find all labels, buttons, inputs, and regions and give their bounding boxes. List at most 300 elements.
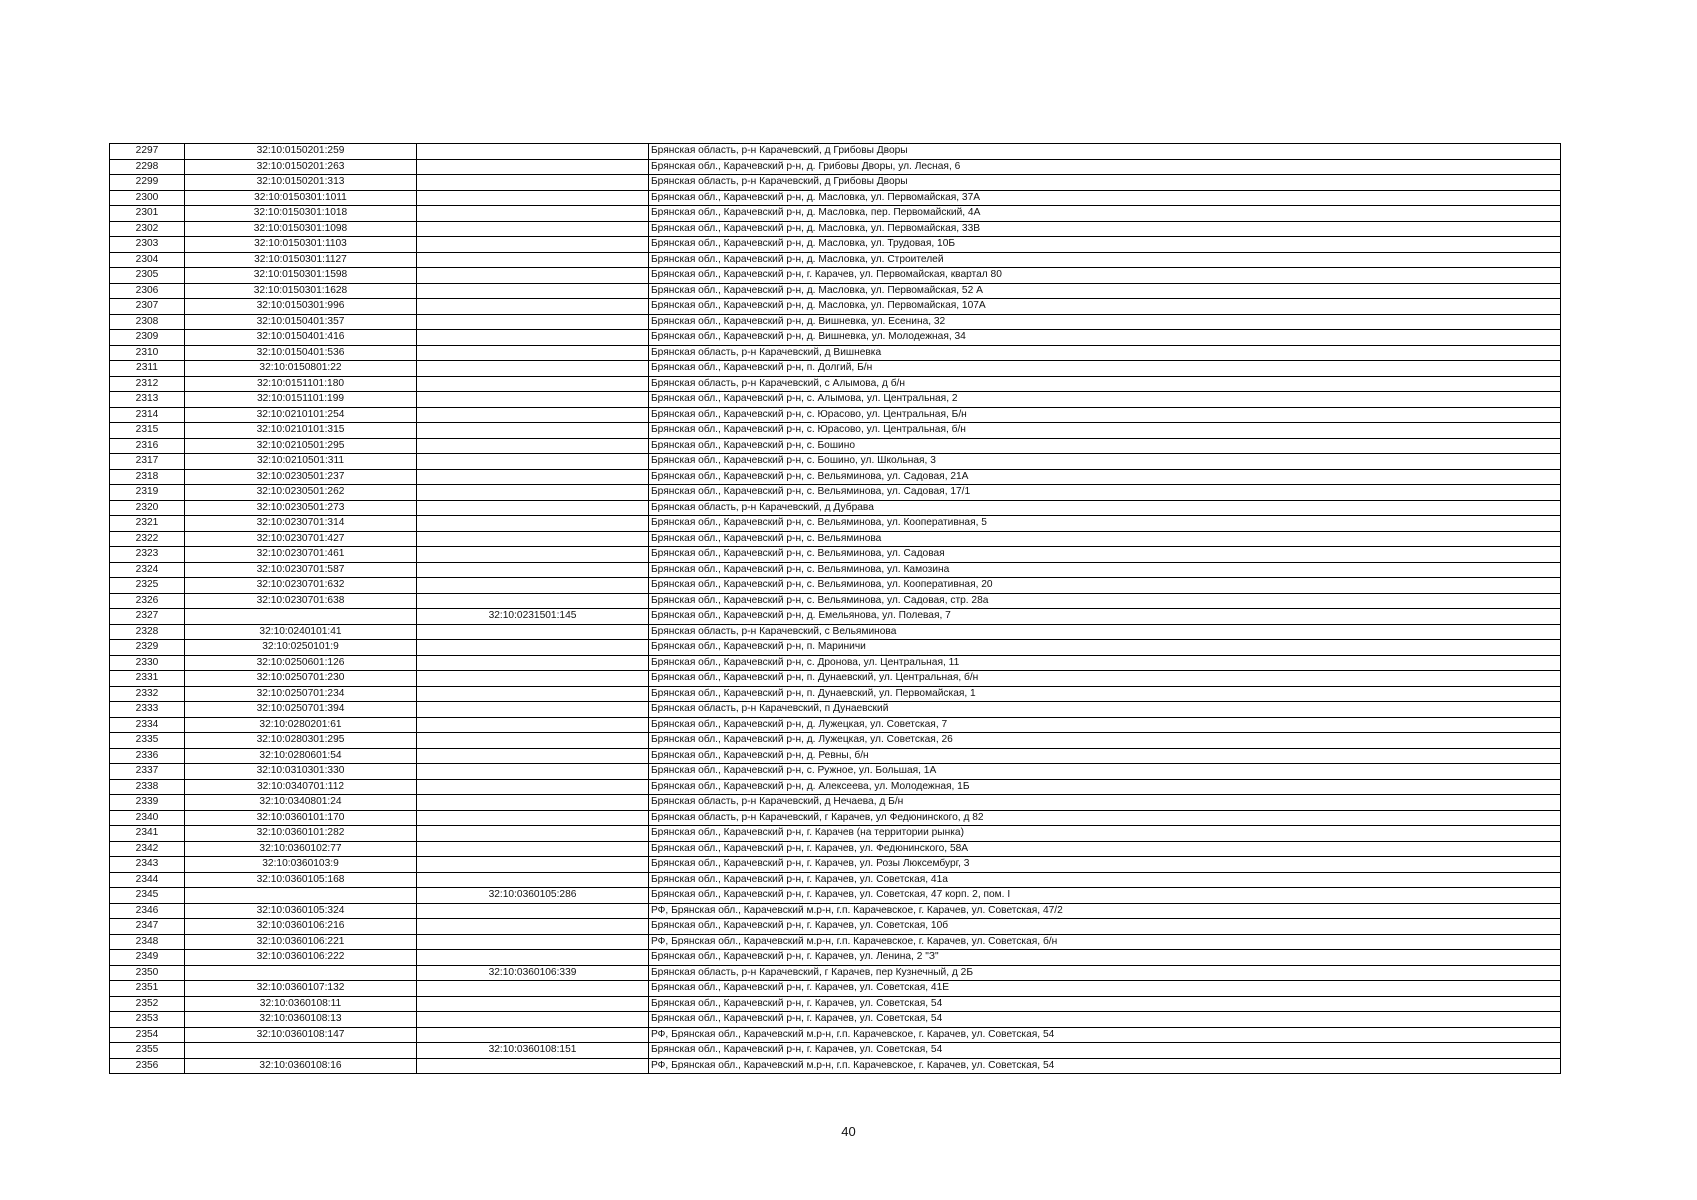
cadastral-number-alt-cell — [417, 500, 649, 516]
cadastral-table-body — [110, 144, 1561, 1074]
address-cell: Брянская обл., Карачевский р-н, д. Алексеева, ул. Молодежная, 1Б — [649, 779, 1561, 795]
cadastral-table — [109, 143, 1561, 1074]
cadastral-number-cell: 32:10:0250601:126 — [185, 655, 417, 671]
address-cell: Брянская обл., Карачевский р-н, п. Дунаевский, ул. Первомайская, 1 — [649, 686, 1561, 702]
table-row — [110, 965, 1561, 981]
table-row — [110, 252, 1561, 268]
cadastral-number-cell: 32:10:0230701:638 — [185, 593, 417, 609]
cadastral-number-cell: 32:10:0230701:427 — [185, 531, 417, 547]
address-cell: Брянская область, р-н Карачевский, с Вельяминова — [649, 624, 1561, 640]
address-cell: Брянская обл., Карачевский р-н, г. Карачев, ул. Советская, 54 — [649, 1043, 1561, 1059]
row-number-cell: 2335 — [110, 733, 185, 749]
address-cell: Брянская область, р-н Карачевский, с Алымова, д б/н — [649, 376, 1561, 392]
cadastral-number-cell: 32:10:0340701:112 — [185, 779, 417, 795]
cadastral-number-cell: 32:10:0230701:461 — [185, 547, 417, 563]
table-row — [110, 1058, 1561, 1074]
table-row — [110, 268, 1561, 284]
address-cell: Брянская обл., Карачевский р-н, д. Масловка, ул. Трудовая, 10Б — [649, 237, 1561, 253]
cadastral-number-alt-cell — [417, 624, 649, 640]
table-row — [110, 485, 1561, 501]
cadastral-number-cell: 32:10:0280201:61 — [185, 717, 417, 733]
row-number-cell: 2332 — [110, 686, 185, 702]
row-number-cell: 2341 — [110, 826, 185, 842]
cadastral-number-alt-cell — [417, 376, 649, 392]
address-cell: Брянская обл., Карачевский р-н, д. Масловка, ул. Первомайская, 52 А — [649, 283, 1561, 299]
cadastral-number-alt-cell — [417, 190, 649, 206]
row-number-cell: 2330 — [110, 655, 185, 671]
cadastral-number-cell: 32:10:0150401:357 — [185, 314, 417, 330]
row-number-cell: 2315 — [110, 423, 185, 439]
cadastral-number-cell: 32:10:0250101:9 — [185, 640, 417, 656]
cadastral-number-alt-cell — [417, 159, 649, 175]
address-cell: Брянская область, р-н Карачевский, д Нечаева, д Б/н — [649, 795, 1561, 811]
address-cell: Брянская обл., Карачевский р-н, г. Карачев, ул. Ленина, 2 "З" — [649, 950, 1561, 966]
address-cell: Брянская область, р-н Карачевский, г Карачев, ул Федюнинского, д 82 — [649, 810, 1561, 826]
cadastral-number-alt-cell — [417, 826, 649, 842]
address-cell: Брянская обл., Карачевский р-н, д. Масловка, ул. Первомайская, 107А — [649, 299, 1561, 315]
cadastral-number-alt-cell — [417, 748, 649, 764]
row-number-cell: 2297 — [110, 144, 185, 160]
cadastral-number-alt-cell — [417, 686, 649, 702]
cadastral-number-cell: 32:10:0230701:587 — [185, 562, 417, 578]
table-row — [110, 330, 1561, 346]
row-number-cell: 2353 — [110, 1012, 185, 1028]
row-number-cell: 2340 — [110, 810, 185, 826]
row-number-cell: 2325 — [110, 578, 185, 594]
table-row — [110, 624, 1561, 640]
cadastral-number-cell: 32:10:0360103:9 — [185, 857, 417, 873]
cadastral-number-alt-cell — [417, 175, 649, 191]
cadastral-number-alt-cell — [417, 903, 649, 919]
cadastral-number-cell: 32:10:0230501:273 — [185, 500, 417, 516]
row-number-cell: 2329 — [110, 640, 185, 656]
cadastral-number-cell: 32:10:0360106:222 — [185, 950, 417, 966]
address-cell: Брянская обл., Карачевский р-н, с. Юрасово, ул. Центральная, б/н — [649, 423, 1561, 439]
row-number-cell: 2333 — [110, 702, 185, 718]
address-cell: Брянская область, р-н Карачевский, д Вишневка — [649, 345, 1561, 361]
cadastral-number-cell: 32:10:0360101:282 — [185, 826, 417, 842]
address-cell: Брянская обл., Карачевский р-н, с. Вельяминова, ул. Садовая — [649, 547, 1561, 563]
cadastral-number-cell: 32:10:0230701:632 — [185, 578, 417, 594]
table-row — [110, 221, 1561, 237]
cadastral-number-cell — [185, 1043, 417, 1059]
cadastral-number-cell: 32:10:0210101:315 — [185, 423, 417, 439]
cadastral-number-alt-cell: 32:10:0360105:286 — [417, 888, 649, 904]
row-number-cell: 2305 — [110, 268, 185, 284]
cadastral-number-cell: 32:10:0360107:132 — [185, 981, 417, 997]
cadastral-number-alt-cell — [417, 314, 649, 330]
address-cell: Брянская область, р-н Карачевский, г Карачев, пер Кузнечный, д 2Б — [649, 965, 1561, 981]
address-cell: Брянская обл., Карачевский р-н, д. Лужецкая, ул. Советская, 7 — [649, 717, 1561, 733]
address-cell: Брянская обл., Карачевский р-н, д. Масловка, ул. Первомайская, 37А — [649, 190, 1561, 206]
cadastral-number-cell: 32:10:0210101:254 — [185, 407, 417, 423]
table-row — [110, 438, 1561, 454]
table-row — [110, 934, 1561, 950]
cadastral-number-cell: 32:10:0360106:216 — [185, 919, 417, 935]
row-number-cell: 2321 — [110, 516, 185, 532]
cadastral-number-alt-cell — [417, 283, 649, 299]
address-cell: Брянская обл., Карачевский р-н, с. Алымова, ул. Центральная, 2 — [649, 392, 1561, 408]
cadastral-number-cell: 32:10:0360108:11 — [185, 996, 417, 1012]
cadastral-number-alt-cell: 32:10:0360106:339 — [417, 965, 649, 981]
address-cell: Брянская обл., Карачевский р-н, с. Вельяминова, ул. Садовая, 17/1 — [649, 485, 1561, 501]
cadastral-number-alt-cell — [417, 934, 649, 950]
address-cell: Брянская обл., Карачевский р-н, с. Вельяминова, ул. Садовая, 21А — [649, 469, 1561, 485]
table-row — [110, 950, 1561, 966]
table-row — [110, 562, 1561, 578]
row-number-cell: 2319 — [110, 485, 185, 501]
cadastral-number-alt-cell — [417, 361, 649, 377]
cadastral-number-cell: 32:10:0210501:295 — [185, 438, 417, 454]
cadastral-number-alt-cell — [417, 950, 649, 966]
table-row — [110, 795, 1561, 811]
table-row — [110, 857, 1561, 873]
table-row — [110, 392, 1561, 408]
table-row — [110, 407, 1561, 423]
table-row — [110, 609, 1561, 625]
address-cell: РФ, Брянская обл., Карачевский м.р-н, г.п. Карачевское, г. Карачев, ул. Советская, б/н — [649, 934, 1561, 950]
table-row — [110, 764, 1561, 780]
cadastral-number-cell: 32:10:0150301:1598 — [185, 268, 417, 284]
cadastral-number-alt-cell — [417, 562, 649, 578]
cadastral-number-alt-cell — [417, 469, 649, 485]
cadastral-number-alt-cell: 32:10:0360108:151 — [417, 1043, 649, 1059]
cadastral-number-alt-cell — [417, 996, 649, 1012]
cadastral-number-alt-cell — [417, 454, 649, 470]
row-number-cell: 2323 — [110, 547, 185, 563]
address-cell: Брянская обл., Карачевский р-н, д. Масловка, ул. Строителей — [649, 252, 1561, 268]
row-number-cell: 2300 — [110, 190, 185, 206]
row-number-cell: 2351 — [110, 981, 185, 997]
table-row — [110, 345, 1561, 361]
address-cell: Брянская обл., Карачевский р-н, п. Мариничи — [649, 640, 1561, 656]
row-number-cell: 2337 — [110, 764, 185, 780]
cadastral-number-cell: 32:10:0210501:311 — [185, 454, 417, 470]
table-row — [110, 376, 1561, 392]
table-row — [110, 361, 1561, 377]
table-row — [110, 655, 1561, 671]
row-number-cell: 2303 — [110, 237, 185, 253]
table-row — [110, 283, 1561, 299]
address-cell: Брянская обл., Карачевский р-н, г. Карачев, ул. Розы Люксембург, 3 — [649, 857, 1561, 873]
cadastral-number-alt-cell — [417, 252, 649, 268]
cadastral-number-alt-cell: 32:10:0231501:145 — [417, 609, 649, 625]
cadastral-number-cell: 32:10:0151101:180 — [185, 376, 417, 392]
cadastral-number-alt-cell — [417, 671, 649, 687]
cadastral-number-alt-cell — [417, 764, 649, 780]
address-cell: Брянская обл., Карачевский р-н, с. Вельяминова, ул. Камозина — [649, 562, 1561, 578]
address-cell: Брянская обл., Карачевский р-н, с. Вельяминова — [649, 531, 1561, 547]
address-cell: Брянская обл., Карачевский р-н, д. Грибовы Дворы, ул. Лесная, 6 — [649, 159, 1561, 175]
cadastral-number-alt-cell — [417, 578, 649, 594]
row-number-cell: 2343 — [110, 857, 185, 873]
cadastral-number-alt-cell — [417, 345, 649, 361]
row-number-cell: 2318 — [110, 469, 185, 485]
cadastral-number-alt-cell — [417, 330, 649, 346]
cadastral-number-cell: 32:10:0150301:1098 — [185, 221, 417, 237]
row-number-cell: 2339 — [110, 795, 185, 811]
table-row — [110, 872, 1561, 888]
cadastral-number-alt-cell — [417, 810, 649, 826]
row-number-cell: 2311 — [110, 361, 185, 377]
row-number-cell: 2354 — [110, 1027, 185, 1043]
cadastral-number-alt-cell — [417, 299, 649, 315]
address-cell: Брянская обл., Карачевский р-н, д. Лужецкая, ул. Советская, 26 — [649, 733, 1561, 749]
table-row — [110, 733, 1561, 749]
cadastral-number-alt-cell — [417, 702, 649, 718]
cadastral-number-cell: 32:10:0150201:263 — [185, 159, 417, 175]
table-row — [110, 1043, 1561, 1059]
table-row — [110, 454, 1561, 470]
address-cell: Брянская обл., Карачевский р-н, г. Карачев, ул. Федюнинского, 58А — [649, 841, 1561, 857]
row-number-cell: 2355 — [110, 1043, 185, 1059]
cadastral-number-alt-cell — [417, 423, 649, 439]
address-cell: Брянская обл., Карачевский р-н, д. Емельянова, ул. Полевая, 7 — [649, 609, 1561, 625]
row-number-cell: 2317 — [110, 454, 185, 470]
row-number-cell: 2338 — [110, 779, 185, 795]
cadastral-number-cell: 32:10:0360106:221 — [185, 934, 417, 950]
row-number-cell: 2347 — [110, 919, 185, 935]
row-number-cell: 2356 — [110, 1058, 185, 1074]
cadastral-number-alt-cell — [417, 717, 649, 733]
address-cell: Брянская обл., Карачевский р-н, г. Карачев, ул. Советская, 41а — [649, 872, 1561, 888]
address-cell: Брянская обл., Карачевский р-н, п. Дунаевский, ул. Центральная, б/н — [649, 671, 1561, 687]
address-cell: Брянская обл., Карачевский р-н, д. Ревны, б/н — [649, 748, 1561, 764]
table-row — [110, 500, 1561, 516]
cadastral-number-alt-cell — [417, 144, 649, 160]
address-cell: Брянская обл., Карачевский р-н, с. Вельяминова, ул. Кооперативная, 5 — [649, 516, 1561, 532]
address-cell: Брянская область, р-н Карачевский, д Грибовы Дворы — [649, 175, 1561, 191]
table-row — [110, 810, 1561, 826]
cadastral-number-alt-cell — [417, 981, 649, 997]
cadastral-number-cell: 32:10:0240101:41 — [185, 624, 417, 640]
cadastral-number-alt-cell — [417, 841, 649, 857]
address-cell: РФ, Брянская обл., Карачевский м.р-н, г.п. Карачевское, г. Карачев, ул. Советская, 47/2 — [649, 903, 1561, 919]
row-number-cell: 2322 — [110, 531, 185, 547]
row-number-cell: 2346 — [110, 903, 185, 919]
cadastral-number-cell: 32:10:0280601:54 — [185, 748, 417, 764]
cadastral-number-cell: 32:10:0360105:324 — [185, 903, 417, 919]
cadastral-number-cell: 32:10:0150301:1628 — [185, 283, 417, 299]
row-number-cell: 2336 — [110, 748, 185, 764]
address-cell: Брянская обл., Карачевский р-н, с. Вельяминова, ул. Садовая, стр. 28а — [649, 593, 1561, 609]
cadastral-number-alt-cell — [417, 547, 649, 563]
address-cell: Брянская обл., Карачевский р-н, с. Ружное, ул. Большая, 1А — [649, 764, 1561, 780]
table-row — [110, 314, 1561, 330]
address-cell: Брянская обл., Карачевский р-н, п. Долгий, Б/н — [649, 361, 1561, 377]
row-number-cell: 2344 — [110, 872, 185, 888]
cadastral-number-alt-cell — [417, 1027, 649, 1043]
cadastral-number-alt-cell — [417, 640, 649, 656]
cadastral-number-cell: 32:10:0150301:1018 — [185, 206, 417, 222]
table-row — [110, 717, 1561, 733]
cadastral-number-alt-cell — [417, 919, 649, 935]
address-cell: Брянская обл., Карачевский р-н, д. Вишневка, ул. Есенина, 32 — [649, 314, 1561, 330]
table-row — [110, 206, 1561, 222]
page-number: 40 — [841, 1124, 856, 1139]
table-row — [110, 826, 1561, 842]
cadastral-number-cell: 32:10:0150401:536 — [185, 345, 417, 361]
address-cell: Брянская обл., Карачевский р-н, с. Бошино, ул. Школьная, 3 — [649, 454, 1561, 470]
table-row — [110, 423, 1561, 439]
row-number-cell: 2299 — [110, 175, 185, 191]
row-number-cell: 2313 — [110, 392, 185, 408]
cadastral-number-alt-cell — [417, 237, 649, 253]
row-number-cell: 2350 — [110, 965, 185, 981]
row-number-cell: 2312 — [110, 376, 185, 392]
address-cell: Брянская обл., Карачевский р-н, г. Карачев (на территории рынка) — [649, 826, 1561, 842]
row-number-cell: 2310 — [110, 345, 185, 361]
row-number-cell: 2309 — [110, 330, 185, 346]
row-number-cell: 2326 — [110, 593, 185, 609]
row-number-cell: 2308 — [110, 314, 185, 330]
table-row — [110, 779, 1561, 795]
row-number-cell: 2314 — [110, 407, 185, 423]
cadastral-number-alt-cell — [417, 516, 649, 532]
table-row — [110, 919, 1561, 935]
cadastral-number-alt-cell — [417, 779, 649, 795]
cadastral-number-cell: 32:10:0230501:237 — [185, 469, 417, 485]
address-cell: Брянская обл., Карачевский р-н, с. Вельяминова, ул. Кооперативная, 20 — [649, 578, 1561, 594]
table-row — [110, 888, 1561, 904]
table-row — [110, 702, 1561, 718]
table-row — [110, 299, 1561, 315]
cadastral-number-cell: 32:10:0150301:1011 — [185, 190, 417, 206]
table-row — [110, 159, 1561, 175]
table-row — [110, 175, 1561, 191]
address-cell: Брянская область, р-н Карачевский, д Грибовы Дворы — [649, 144, 1561, 160]
row-number-cell: 2324 — [110, 562, 185, 578]
table-row — [110, 593, 1561, 609]
row-number-cell: 2304 — [110, 252, 185, 268]
address-cell: Брянская обл., Карачевский р-н, д. Вишневка, ул. Молодежная, 34 — [649, 330, 1561, 346]
cadastral-number-alt-cell — [417, 795, 649, 811]
cadastral-number-alt-cell — [417, 593, 649, 609]
table-row — [110, 841, 1561, 857]
cadastral-number-alt-cell — [417, 1012, 649, 1028]
address-cell: Брянская обл., Карачевский р-н, с. Юрасово, ул. Центральная, Б/н — [649, 407, 1561, 423]
row-number-cell: 2307 — [110, 299, 185, 315]
cadastral-number-cell: 32:10:0250701:230 — [185, 671, 417, 687]
row-number-cell: 2320 — [110, 500, 185, 516]
cadastral-number-cell: 32:10:0230501:262 — [185, 485, 417, 501]
address-cell: Брянская обл., Карачевский р-н, г. Карачев, ул. Советская, 54 — [649, 1012, 1561, 1028]
row-number-cell: 2345 — [110, 888, 185, 904]
cadastral-number-cell: 32:10:0150301:996 — [185, 299, 417, 315]
table-row — [110, 996, 1561, 1012]
row-number-cell: 2342 — [110, 841, 185, 857]
table-row — [110, 547, 1561, 563]
cadastral-number-cell: 32:10:0150201:313 — [185, 175, 417, 191]
cadastral-number-cell: 32:10:0150401:416 — [185, 330, 417, 346]
address-cell: Брянская область, р-н Карачевский, д Дубрава — [649, 500, 1561, 516]
table-row — [110, 671, 1561, 687]
row-number-cell: 2331 — [110, 671, 185, 687]
table-row — [110, 516, 1561, 532]
address-cell: Брянская обл., Карачевский р-н, г. Карачев, ул. Советская, 10б — [649, 919, 1561, 935]
address-cell: Брянская обл., Карачевский р-н, г. Карачев, ул. Советская, 41Е — [649, 981, 1561, 997]
cadastral-number-cell: 32:10:0150301:1127 — [185, 252, 417, 268]
address-cell: Брянская обл., Карачевский р-н, д. Масловка, ул. Первомайская, 33В — [649, 221, 1561, 237]
address-cell: Брянская обл., Карачевский р-н, с. Бошино — [649, 438, 1561, 454]
cadastral-number-cell: 32:10:0250701:394 — [185, 702, 417, 718]
address-cell: Брянская область, р-н Карачевский, п Дунаевский — [649, 702, 1561, 718]
cadastral-number-alt-cell — [417, 407, 649, 423]
row-number-cell: 2349 — [110, 950, 185, 966]
cadastral-number-cell: 32:10:0250701:234 — [185, 686, 417, 702]
cadastral-number-cell: 32:10:0360101:170 — [185, 810, 417, 826]
cadastral-number-cell: 32:10:0310301:330 — [185, 764, 417, 780]
row-number-cell: 2316 — [110, 438, 185, 454]
table-row — [110, 469, 1561, 485]
cadastral-number-alt-cell — [417, 733, 649, 749]
table-row — [110, 748, 1561, 764]
cadastral-number-cell: 32:10:0360108:13 — [185, 1012, 417, 1028]
row-number-cell: 2298 — [110, 159, 185, 175]
cadastral-number-cell: 32:10:0280301:295 — [185, 733, 417, 749]
cadastral-number-cell: 32:10:0150801:22 — [185, 361, 417, 377]
row-number-cell: 2327 — [110, 609, 185, 625]
address-cell: Брянская обл., Карачевский р-н, г. Карачев, ул. Советская, 47 корп. 2, пом. I — [649, 888, 1561, 904]
address-cell: РФ, Брянская обл., Карачевский м.р-н, г.п. Карачевское, г. Карачев, ул. Советская, 54 — [649, 1058, 1561, 1074]
cadastral-number-cell: 32:10:0150201:259 — [185, 144, 417, 160]
table-row — [110, 1012, 1561, 1028]
cadastral-number-alt-cell — [417, 531, 649, 547]
cadastral-number-alt-cell — [417, 857, 649, 873]
cadastral-number-cell: 32:10:0360102:77 — [185, 841, 417, 857]
cadastral-number-cell: 32:10:0360105:168 — [185, 872, 417, 888]
cadastral-number-cell: 32:10:0360108:16 — [185, 1058, 417, 1074]
cadastral-number-cell: 32:10:0340801:24 — [185, 795, 417, 811]
table-row — [110, 640, 1561, 656]
address-cell: Брянская обл., Карачевский р-н, с. Дронова, ул. Центральная, 11 — [649, 655, 1561, 671]
address-cell: Брянская обл., Карачевский р-н, д. Масловка, пер. Первомайский, 4А — [649, 206, 1561, 222]
table-row — [110, 190, 1561, 206]
row-number-cell: 2334 — [110, 717, 185, 733]
table-row — [110, 531, 1561, 547]
address-cell: Брянская обл., Карачевский р-н, г. Карачев, ул. Первомайская, квартал 80 — [649, 268, 1561, 284]
table-row — [110, 144, 1561, 160]
table-row — [110, 1027, 1561, 1043]
row-number-cell: 2306 — [110, 283, 185, 299]
cadastral-number-alt-cell — [417, 1058, 649, 1074]
table-row — [110, 686, 1561, 702]
cadastral-number-alt-cell — [417, 438, 649, 454]
table-row — [110, 903, 1561, 919]
cadastral-number-alt-cell — [417, 485, 649, 501]
cadastral-number-alt-cell — [417, 268, 649, 284]
row-number-cell: 2301 — [110, 206, 185, 222]
table-row — [110, 981, 1561, 997]
cadastral-number-cell: 32:10:0151101:199 — [185, 392, 417, 408]
cadastral-number-cell — [185, 965, 417, 981]
row-number-cell: 2352 — [110, 996, 185, 1012]
cadastral-number-alt-cell — [417, 655, 649, 671]
cadastral-number-alt-cell — [417, 392, 649, 408]
cadastral-number-alt-cell — [417, 221, 649, 237]
row-number-cell: 2302 — [110, 221, 185, 237]
address-cell: РФ, Брянская обл., Карачевский м.р-н, г.п. Карачевское, г. Карачев, ул. Советская, 54 — [649, 1027, 1561, 1043]
cadastral-number-cell: 32:10:0360108:147 — [185, 1027, 417, 1043]
cadastral-number-alt-cell — [417, 206, 649, 222]
cadastral-number-alt-cell — [417, 872, 649, 888]
cadastral-number-cell: 32:10:0150301:1103 — [185, 237, 417, 253]
table-row — [110, 237, 1561, 253]
cadastral-number-cell — [185, 609, 417, 625]
cadastral-number-cell: 32:10:0230701:314 — [185, 516, 417, 532]
table-row — [110, 578, 1561, 594]
row-number-cell: 2348 — [110, 934, 185, 950]
